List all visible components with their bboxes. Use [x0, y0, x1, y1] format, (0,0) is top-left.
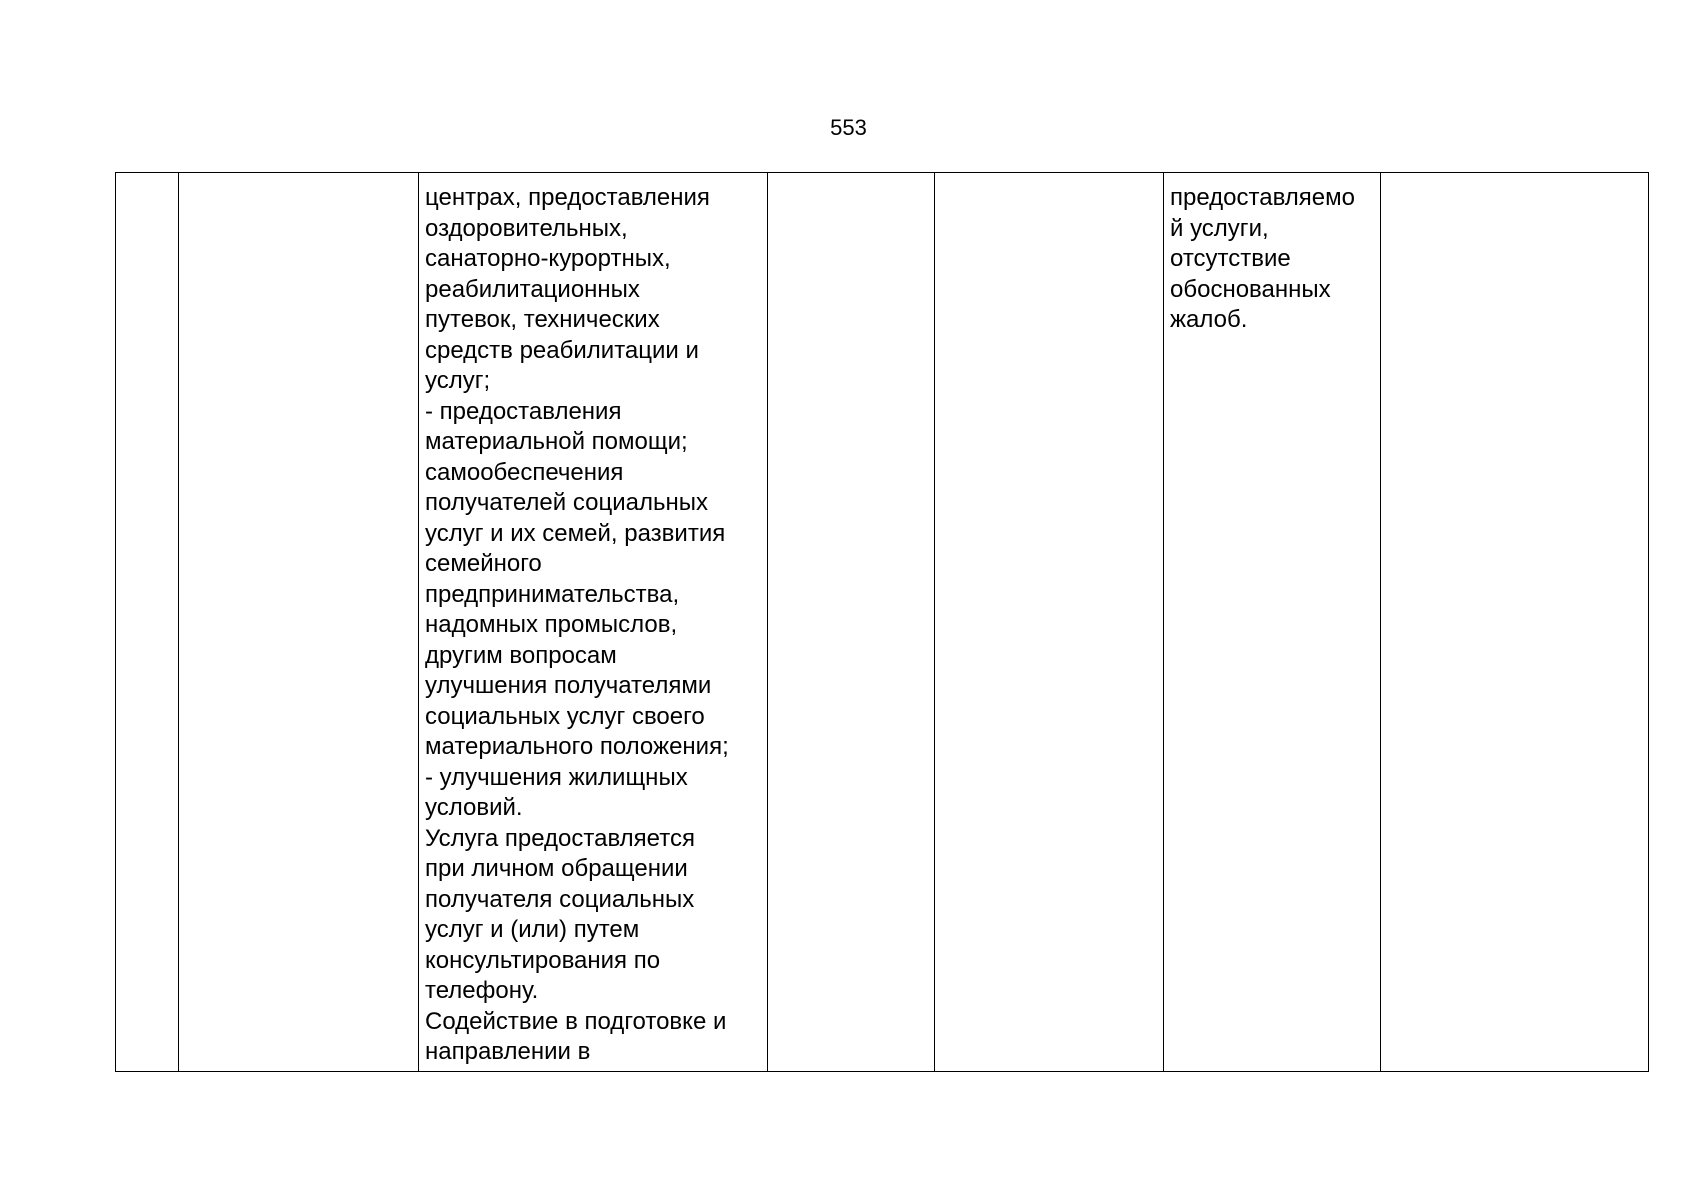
page-number: 553 [830, 115, 867, 140]
cell-number [116, 173, 179, 1072]
cell-service-term [768, 173, 935, 1072]
cell-quality-indicators: предоставляемо й услуги, отсутствие обоснованных жалоб. [1164, 173, 1381, 1072]
cell-service-conditions [935, 173, 1164, 1072]
cell-service-name [179, 173, 419, 1072]
table-row [116, 173, 1649, 1072]
cell-quality-conditions [1381, 173, 1649, 1072]
cell-service-description: центрах, предоставления оздоровительных, санаторно-курортных, реабилитационных путевок, технических средств реабилитации и услуг; - предоставления материальной помощи; самообеспечения получателей социальных услуг и их семей, развития семейного предпринимательства, надомных промыслов, другим вопросам улучшения получателями социальных услуг своего материального положения; - улучшения жилищных условий. Услуга предоставляется при личном обращении получателя социальных услуг и (или) путем консультирования по телефону. Содействие в подготовке и направлении в [419, 173, 768, 1072]
services-table [115, 172, 1649, 1072]
